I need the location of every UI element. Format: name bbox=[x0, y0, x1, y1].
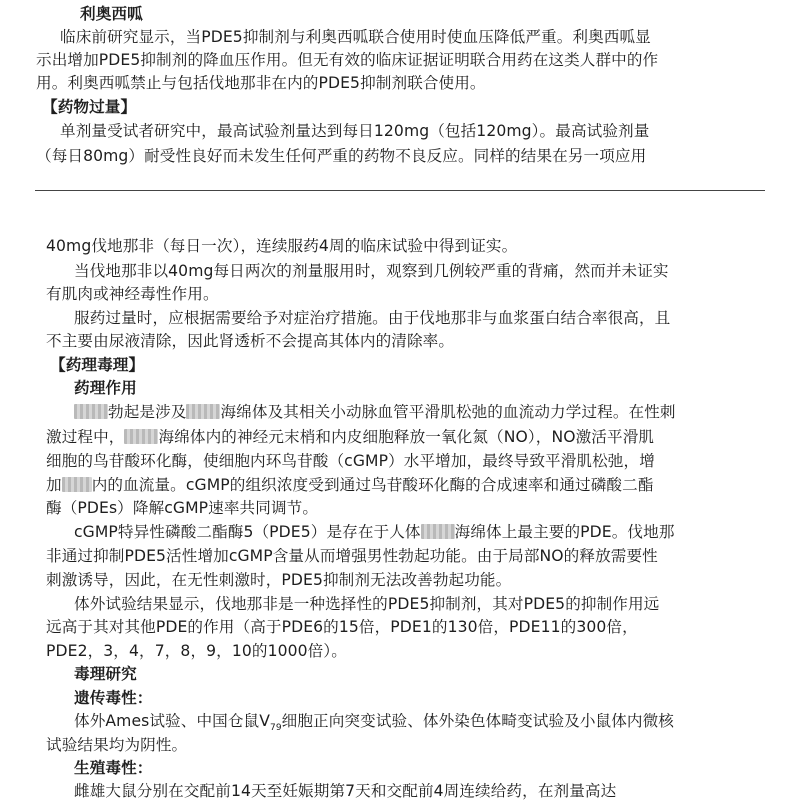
paragraph-line: 加 内的血流量。cGMP的组织浓度受到通过鸟苷酸环化酶的合成速率和通过磷酸二酯 bbox=[46, 476, 654, 494]
paragraph-line: 单剂量受试者研究中，最高试验剂量达到每日120mg（包括120mg）。最高试验剂量 bbox=[60, 122, 650, 140]
paragraph-line: PDE2，3，4，7，8，9，10的1000倍）。 bbox=[46, 642, 347, 660]
paragraph-line: 刺激诱导，因此，在无性刺激时，PDE5抑制剂无法改善勃起功能。 bbox=[46, 571, 512, 589]
paragraph-line: 激过程中， 海绵体内的神经元末梢和内皮细胞释放一氧化氮（NO），NO激活平滑肌 bbox=[46, 428, 655, 446]
paragraph-line: 雌雄大鼠分别在交配前14天至妊娠期第7天和交配前4周连续给药，在剂量高达 bbox=[74, 782, 617, 800]
redacted-text bbox=[62, 477, 92, 492]
paragraph-line: 40mg伐地那非（每日一次），连续服药4周的临床试验中得到证实。 bbox=[46, 237, 518, 255]
heading-riociguat: 利奥西呱 bbox=[80, 5, 143, 23]
paragraph-line: （每日80mg）耐受性良好而未发生任何严重的药物不良反应。同样的结果在另一项应用 bbox=[36, 147, 647, 165]
paragraph-line: 非通过抑制PDE5活性增加cGMP含量从而增强男性勃起功能。由于局部NO的释放需要性 bbox=[46, 547, 658, 565]
redacted-text bbox=[421, 524, 455, 539]
paragraph-line: cGMP特异性磷酸二酯酶5（PDE5）是存在于人体 海绵体上最主要的PDE。伐地那 bbox=[74, 523, 675, 541]
subheading-reproductive-toxicity: 生殖毒性： bbox=[74, 759, 153, 777]
page-divider bbox=[35, 190, 765, 191]
paragraph-line: 细胞的鸟苷酸环化酶，使细胞内环鸟苷酸（cGMP）水平增加，最终导致平滑肌松弛，增 bbox=[46, 452, 655, 470]
paragraph-line: 示出增加PDE5抑制剂的降血压作用。但无有效的临床证据证明联合用药在这类人群中的作 bbox=[36, 51, 659, 69]
section-heading-pharmacology-toxicology: 【药理毒理】 bbox=[50, 356, 145, 374]
subheading-genotoxicity: 遗传毒性： bbox=[74, 689, 153, 707]
paragraph-line: 体外Ames试验、中国仓鼠$V_{79}$细胞正向突变试验、体外染色体畸变试验及小鼠体内微核 bbox=[74, 712, 675, 734]
paragraph-line: 勃起是涉及 海绵体及其相关小动脉血管平滑肌松弛的血流动力学过程。在性刺 bbox=[74, 401, 676, 423]
paragraph-line: 酶（PDEs）降解cGMP速率共同调节。 bbox=[46, 499, 319, 517]
paragraph-line: 远高于其对其他PDE的作用（高于PDE6的15倍，PDE1的130倍，PDE11的300倍， bbox=[46, 618, 638, 636]
paragraph-line: 用。利奥西呱禁止与包括伐地那非在内的PDE5抑制剂联合使用。 bbox=[36, 74, 486, 92]
redacted-text bbox=[186, 404, 220, 419]
paragraph-line: 当伐地那非以40mg每日两次的剂量服用时，观察到几例较严重的背痛，然而并未证实 bbox=[74, 262, 669, 280]
redacted-text bbox=[124, 429, 158, 444]
paragraph-line: 临床前研究显示，当PDE5抑制剂与利奥西呱联合使用时使血压降低严重。利奥西呱显 bbox=[60, 28, 651, 46]
paragraph-line: 试验结果均为阴性。 bbox=[46, 736, 188, 754]
section-heading-overdose: 【药物过量】 bbox=[42, 98, 137, 116]
paragraph-line: 不主要由尿液清除，因此肾透析不会提高其体内的清除率。 bbox=[46, 332, 455, 350]
subheading-pharmacology: 药理作用 bbox=[74, 379, 137, 397]
paragraph-line: 有肌肉或神经毒性作用。 bbox=[46, 285, 219, 303]
redacted-text bbox=[74, 404, 108, 419]
paragraph-line: 体外试验结果显示，伐地那非是一种选择性的PDE5抑制剂，其对PDE5的抑制作用远 bbox=[74, 595, 660, 613]
paragraph-line: 服药过量时，应根据需要给予对症治疗措施。由于伐地那非与血浆蛋白结合率很高，且 bbox=[74, 309, 671, 327]
subheading-toxicology: 毒理研究 bbox=[74, 665, 137, 683]
